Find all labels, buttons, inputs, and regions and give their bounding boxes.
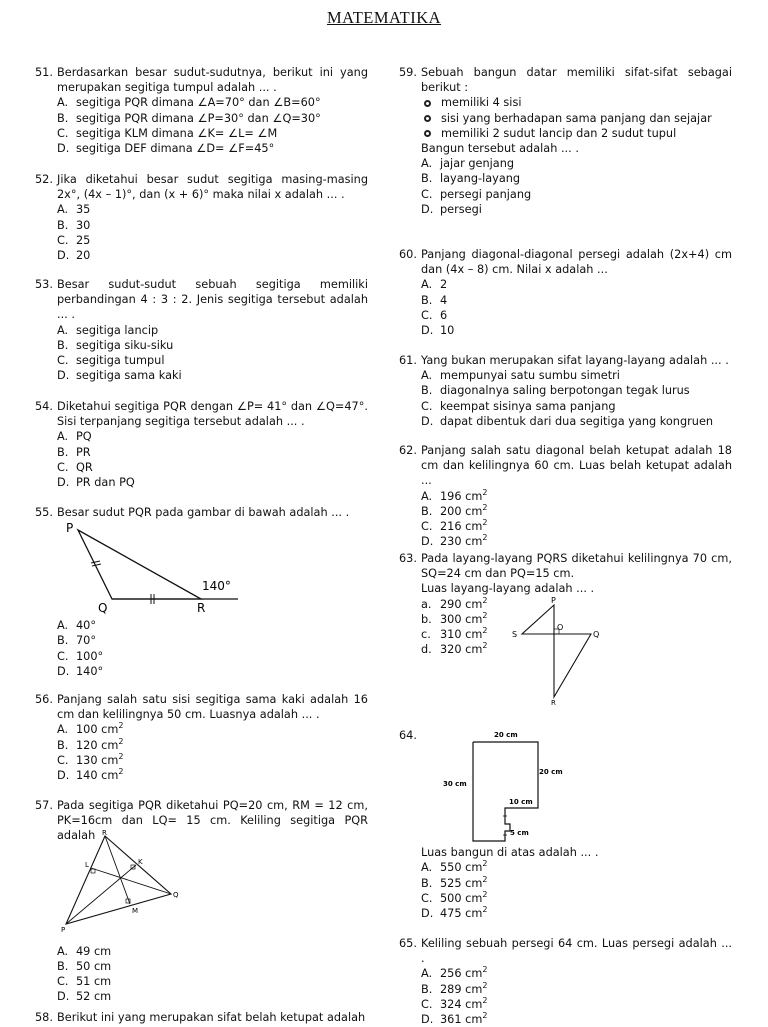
question-prompt: Bangun tersebut adalah ... .	[421, 142, 579, 156]
bullet-circle-icon	[424, 130, 431, 137]
option-text: 52 cm	[76, 990, 112, 1004]
option-text: mempunyai satu sumbu simetri	[440, 369, 620, 383]
question-number: 52.	[35, 173, 53, 186]
answer-option[interactable]	[57, 974, 368, 989]
property-bullet	[421, 95, 732, 110]
option-letter: C.	[57, 753, 69, 767]
option-letter: D.	[57, 990, 70, 1004]
answer-option[interactable]	[57, 944, 368, 959]
option-letter: B.	[57, 218, 69, 232]
option-letter: D.	[421, 414, 434, 428]
question-60	[399, 247, 732, 338]
question-stem: Besar sudut PQR pada gambar di bawah adalah ... .	[57, 506, 350, 519]
question-stem: Yang bukan merupakan sifat layang-layang adalah ... .	[421, 354, 729, 367]
option-text: 70°	[76, 634, 97, 648]
question-stem: Jika diketahui besar sudut segitiga masing-masing 2x°, (4x – 1)°, dan (x + 6)° maka nilai x adalah ... .	[57, 173, 368, 202]
answer-option[interactable]	[421, 202, 732, 217]
option-text: segitiga sama kaki	[76, 369, 182, 383]
answer-option[interactable]	[57, 141, 368, 156]
option-text: 120 $cm^2$	[76, 736, 124, 752]
answer-option[interactable]	[421, 519, 732, 534]
question-number: 63.	[399, 552, 417, 565]
option-letter: C.	[57, 649, 69, 663]
option-letter: C.	[421, 997, 433, 1011]
option-text: QR	[76, 460, 93, 474]
answer-option[interactable]	[57, 233, 368, 248]
answer-option[interactable]	[421, 323, 732, 338]
question-stem: Berikut ini yang merupakan sifat belah ketupat adalah	[57, 1011, 366, 1024]
page-title: MATEMATIKA	[326, 8, 442, 27]
bullet-text: memiliki 2 sudut lancip dan 2 sudut tupul	[441, 126, 677, 140]
question-stem: Panjang salah satu diagonal belah ketupat adalah 18 cm dan kelilingnya 60 cm. Luas belah ketupat adalah ...	[421, 444, 732, 488]
option-text: segitiga DEF dimana ∠D= ∠F=45°	[76, 142, 275, 156]
figure-63-kite	[508, 593, 608, 708]
option-letter: C.	[421, 187, 433, 201]
option-text: segitiga siku-siku	[76, 338, 174, 352]
question-stem: Sebuah bangun datar memiliki sifat-sifat sebagai berikut :	[421, 66, 732, 95]
question-62	[399, 443, 732, 549]
question-number: 56.	[35, 693, 53, 706]
answer-option[interactable]	[421, 891, 732, 906]
option-text: 100 $cm^2$	[76, 721, 124, 737]
answer-option[interactable]	[421, 277, 732, 292]
option-text: PR	[76, 445, 91, 459]
option-letter: B.	[57, 111, 69, 125]
option-text: 475 $cm^2$	[440, 905, 488, 921]
option-letter: A.	[57, 619, 69, 633]
option-letter: B.	[421, 172, 433, 186]
option-letter: C.	[57, 975, 69, 989]
option-text: 10	[440, 324, 455, 338]
option-letter: B.	[421, 384, 433, 398]
answer-option[interactable]	[421, 368, 732, 383]
option-text: 51 cm	[76, 975, 112, 989]
option-letter: a.	[421, 597, 432, 611]
fig55-label-p: P	[66, 521, 74, 535]
answer-option[interactable]	[421, 414, 732, 429]
answer-option[interactable]	[421, 982, 732, 997]
option-text: 361 $cm^2$	[440, 1011, 488, 1027]
option-text: 289 $cm^2$	[440, 980, 488, 996]
option-text: 300 $cm^2$	[440, 611, 488, 626]
option-letter: C.	[421, 891, 433, 905]
option-text: PR dan PQ	[76, 476, 135, 490]
answer-option[interactable]	[421, 156, 732, 171]
option-text: 324 $cm^2$	[440, 996, 488, 1011]
question-number: 58.	[35, 1011, 53, 1024]
answer-option[interactable]	[57, 738, 368, 753]
option-letter: D.	[57, 369, 70, 383]
fig64-label-top: 20 cm	[494, 731, 518, 739]
bullet-text: sisi yang berhadapan sama panjang dan sejajar	[441, 111, 712, 125]
question-stem: Panjang diagonal-diagonal persegi adalah (2x+4) cm dan (4x – 8) cm. Nilai x adalah ...	[421, 248, 732, 277]
question-number: 62.	[399, 444, 417, 457]
option-letter: C.	[421, 520, 433, 534]
answer-option[interactable]	[57, 989, 368, 1004]
option-letter: c.	[421, 628, 431, 642]
option-letter: D.	[57, 769, 70, 783]
option-letter: D.	[57, 142, 70, 156]
option-letter: D.	[421, 202, 434, 216]
answer-option[interactable]	[57, 460, 368, 475]
answer-option[interactable]	[57, 445, 368, 460]
answer-option[interactable]	[421, 876, 732, 891]
property-bullet	[421, 126, 732, 141]
answer-option[interactable]	[57, 959, 368, 974]
option-text: keempat sisinya sama panjang	[440, 399, 616, 413]
fig57-label-q: Q	[173, 891, 179, 899]
option-text: PQ	[76, 430, 92, 444]
option-text: 35	[76, 203, 91, 217]
option-text: persegi panjang	[440, 187, 532, 201]
question-number: 55.	[35, 506, 53, 519]
question-prompt: Luas bangun di atas adalah ... .	[421, 846, 599, 860]
option-text: 130 $cm^2$	[76, 752, 124, 767]
answer-option[interactable]	[57, 218, 368, 233]
option-letter: B.	[57, 738, 69, 752]
answer-option[interactable]	[57, 633, 368, 648]
question-number: 65.	[399, 937, 417, 950]
fig55-label-r: R	[197, 601, 206, 615]
answer-option[interactable]	[57, 126, 368, 141]
option-text: 320 $cm^2$	[440, 641, 488, 657]
option-letter: b.	[421, 612, 432, 626]
option-text: 100°	[76, 649, 104, 663]
option-text: 20	[76, 249, 91, 263]
answer-option[interactable]	[57, 475, 368, 490]
option-text: jajar genjang	[440, 157, 515, 171]
question-58	[35, 1010, 368, 1025]
answer-option[interactable]	[57, 664, 368, 679]
option-letter: A.	[421, 489, 433, 503]
answer-option[interactable]	[57, 111, 368, 126]
option-letter: D.	[57, 476, 70, 490]
option-letter: D.	[57, 664, 70, 678]
fig63-label-p: P	[551, 596, 556, 605]
fig64-label-step: 10 cm	[509, 798, 533, 806]
fig63-label-o: O	[557, 623, 564, 632]
answer-option[interactable]	[57, 202, 368, 217]
option-text: 550 $cm^2$	[440, 859, 488, 875]
question-stem: Pada layang-layang PQRS diketahui kelilingnya 70 cm, SQ=24 cm dan PQ=15 cm.	[421, 552, 732, 581]
fig55-angle-label: 140°	[202, 579, 231, 593]
option-letter: B.	[57, 338, 69, 352]
fig57-label-p: P	[61, 926, 66, 934]
answer-option[interactable]	[57, 95, 368, 110]
option-letter: A.	[57, 723, 69, 737]
option-letter: B.	[421, 504, 433, 518]
option-text: segitiga PQR dimana ∠A=70° dan ∠B=60°	[76, 96, 321, 110]
question-number: 64.	[399, 729, 417, 742]
question-51	[35, 65, 368, 156]
answer-option[interactable]	[421, 997, 732, 1012]
answer-option[interactable]	[57, 618, 368, 633]
fig64-label-small: 5 cm	[510, 829, 529, 837]
fig63-label-s: S	[512, 630, 518, 639]
fig63-label-q: Q	[593, 630, 600, 639]
fig64-label-left: 30 cm	[443, 780, 467, 788]
answer-option[interactable]	[57, 429, 368, 444]
option-letter: A.	[421, 278, 433, 292]
answer-option[interactable]	[57, 353, 368, 368]
answer-option[interactable]	[421, 504, 732, 519]
option-letter: A.	[57, 323, 69, 337]
question-stem: Besar sudut-sudut sebuah segitiga memiliki perbandingan 4 : 3 : 2. Jenis segitiga tersebut adalah ... .	[57, 278, 368, 322]
option-letter: D.	[57, 249, 70, 263]
option-letter: C.	[421, 308, 433, 322]
question-stem: Berdasarkan besar sudut-sudutnya, berikut ini yang merupakan segitiga tumpul adalah ... .	[57, 66, 368, 95]
option-text: layang-layang	[440, 172, 521, 186]
fig57-label-m: M	[132, 907, 139, 915]
option-letter: D.	[421, 907, 434, 921]
option-letter: A.	[421, 861, 433, 875]
option-text: 50 cm	[76, 959, 112, 973]
option-letter: A.	[421, 157, 433, 171]
option-letter: B.	[57, 634, 69, 648]
option-text: 30	[76, 218, 91, 232]
question-stem: Panjang salah satu sisi segitiga sama kaki adalah 16 cm dan kelilingnya 50 cm. Luasnya adalah ... .	[57, 693, 368, 722]
option-text: 500 $cm^2$	[440, 890, 488, 905]
property-bullet	[421, 111, 732, 126]
option-text: dapat dibentuk dari dua segitiga yang kongruen	[440, 414, 714, 428]
question-number: 59.	[399, 66, 417, 79]
option-letter: d.	[421, 643, 432, 657]
answer-option[interactable]	[421, 187, 732, 202]
option-text: 140°	[76, 664, 104, 678]
option-text: 49 cm	[76, 944, 112, 958]
option-text: segitiga KLM dimana ∠K= ∠L= ∠M	[76, 126, 278, 140]
option-text: 230 $cm^2$	[440, 533, 488, 549]
question-stem: Keliling sebuah persegi 64 cm. Luas persegi adalah ... .	[421, 937, 732, 966]
option-letter: B.	[57, 445, 69, 459]
question-number: 54.	[35, 400, 53, 413]
option-text: 2	[440, 278, 448, 292]
option-letter: A.	[57, 96, 69, 110]
option-letter: D.	[421, 324, 434, 338]
fig57-label-l: L	[85, 861, 89, 869]
answer-option[interactable]	[57, 368, 368, 383]
fig63-label-r: R	[551, 699, 556, 707]
option-text: 4	[440, 293, 448, 307]
fig64-label-right: 20 cm	[539, 768, 563, 776]
option-text: 310 $cm^2$	[440, 626, 488, 642]
option-letter: A.	[421, 369, 433, 383]
option-letter: B.	[57, 959, 69, 973]
answer-option[interactable]	[57, 649, 368, 664]
figure-55-triangle	[60, 520, 250, 616]
option-letter: D.	[421, 535, 434, 549]
question-stem: Pada segitiga PQR diketahui PQ=20 cm, RM = 12 cm, PK=16cm dan LQ= 15 cm. Keliling segitiga PQR adalah	[57, 799, 368, 843]
answer-option[interactable]	[57, 248, 368, 263]
option-letter: C.	[57, 126, 69, 140]
option-text: 140 $cm^2$	[76, 767, 124, 783]
answer-option[interactable]	[421, 383, 732, 398]
option-text: 25	[76, 233, 91, 247]
fig55-label-q: Q	[98, 601, 108, 615]
option-letter: D.	[421, 1013, 434, 1027]
answer-option[interactable]	[421, 906, 732, 921]
question-53	[35, 277, 368, 383]
answer-option[interactable]	[421, 399, 732, 414]
question-stem: Diketahui segitiga PQR dengan ∠P= 41° dan ∠Q=47°. Sisi terpanjang segitiga tersebut adalah ... .	[57, 400, 368, 429]
answer-option[interactable]	[421, 1012, 732, 1027]
answer-option[interactable]	[421, 966, 732, 981]
option-text: 40°	[76, 619, 97, 633]
option-text: segitiga lancip	[76, 323, 159, 337]
question-59	[399, 65, 732, 217]
bullet-text: memiliki 4 sisi	[441, 96, 522, 110]
option-letter: C.	[421, 399, 433, 413]
option-letter: A.	[57, 203, 69, 217]
fig57-label-r: R	[102, 829, 107, 837]
option-letter: C.	[57, 460, 69, 474]
option-text: persegi	[440, 202, 482, 216]
option-text: 200 $cm^2$	[440, 503, 488, 518]
figure-64-shape	[440, 725, 580, 847]
answer-option[interactable]	[421, 860, 732, 875]
answer-option[interactable]	[421, 489, 732, 504]
fig57-label-k: K	[138, 858, 143, 866]
answer-option[interactable]	[57, 753, 368, 768]
option-text: segitiga tumpul	[76, 354, 165, 368]
option-text: diagonalnya saling berpotongan tegak lurus	[440, 384, 690, 398]
question-number: 53.	[35, 278, 53, 291]
option-text: segitiga PQR dimana ∠P=30° dan ∠Q=30°	[76, 111, 321, 125]
figure-57-triangle	[58, 827, 188, 935]
answer-option[interactable]	[57, 323, 368, 338]
option-letter: A.	[57, 944, 69, 958]
option-text: 256 $cm^2$	[440, 965, 488, 981]
bullet-circle-icon	[424, 100, 431, 107]
answer-option[interactable]	[421, 308, 732, 323]
question-52	[35, 172, 368, 263]
option-letter: B.	[421, 982, 433, 996]
option-letter: A.	[421, 967, 433, 981]
question-65	[399, 936, 732, 1027]
answer-option[interactable]	[421, 534, 732, 549]
question-54	[35, 399, 368, 490]
answer-option[interactable]	[57, 768, 368, 783]
option-letter: C.	[57, 354, 69, 368]
bullet-circle-icon	[424, 115, 431, 122]
question-56	[35, 692, 368, 783]
question-number: 61.	[399, 354, 417, 367]
question-number: 57.	[35, 799, 53, 812]
option-text: 216 $cm^2$	[440, 518, 488, 534]
question-number: 60.	[399, 248, 417, 261]
answer-option[interactable]	[421, 171, 732, 186]
answer-option[interactable]	[57, 338, 368, 353]
option-text: 290 $cm^2$	[440, 595, 488, 611]
option-text: 525 $cm^2$	[440, 874, 488, 890]
answer-option[interactable]	[421, 293, 732, 308]
answer-option[interactable]	[57, 722, 368, 737]
option-letter: C.	[57, 233, 69, 247]
option-letter: B.	[421, 293, 433, 307]
option-text: 6	[440, 308, 448, 322]
question-number: 51.	[35, 66, 53, 79]
question-61	[399, 353, 732, 429]
option-letter: A.	[57, 430, 69, 444]
question-prompt: Luas layang-layang adalah ... .	[421, 582, 595, 596]
option-text: 196 $cm^2$	[440, 487, 488, 503]
option-letter: B.	[421, 876, 433, 890]
